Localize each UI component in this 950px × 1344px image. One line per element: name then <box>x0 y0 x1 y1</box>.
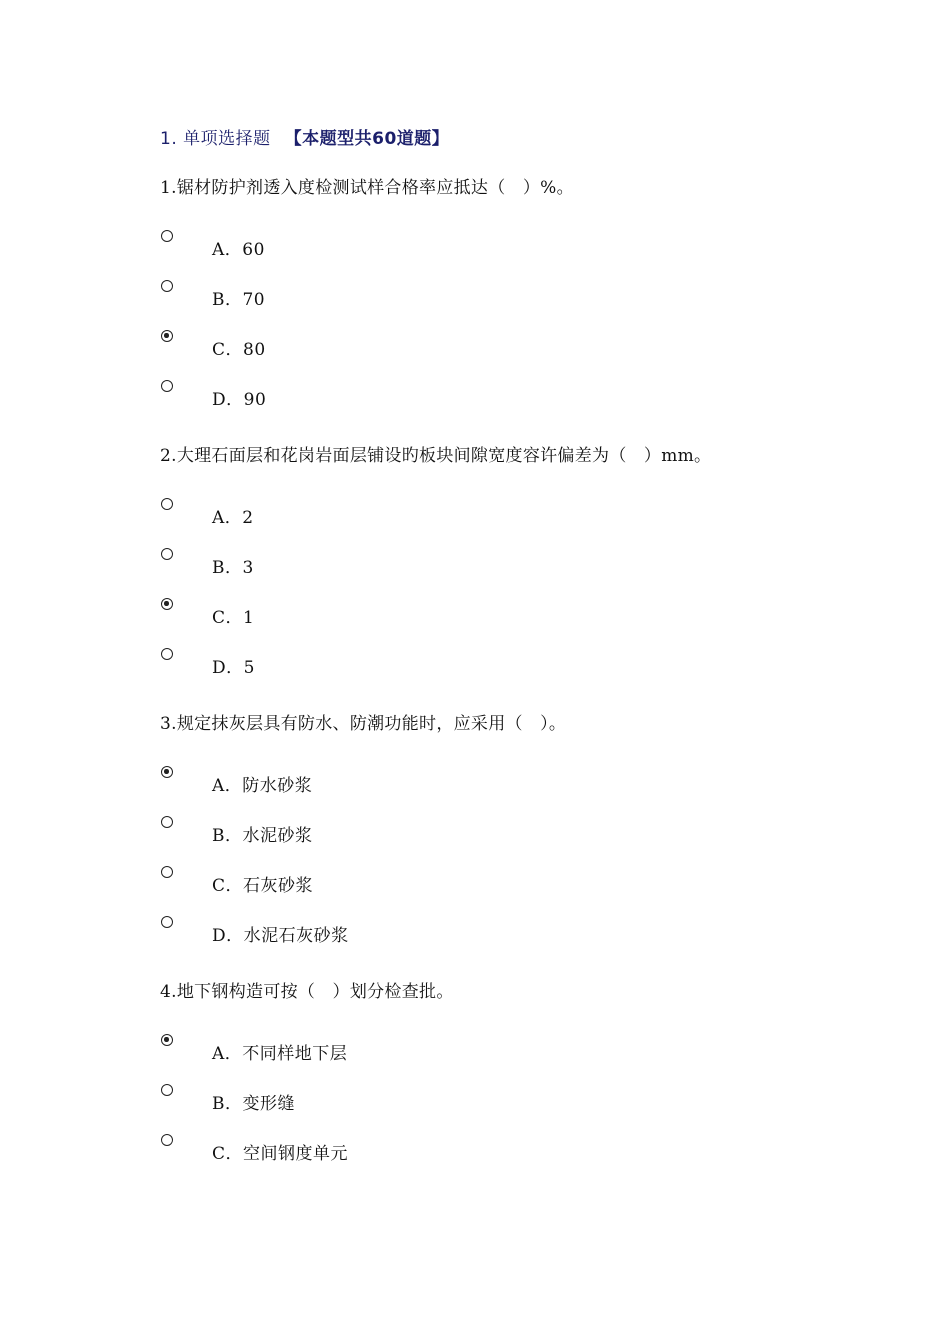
question-4 <box>160 980 880 1184</box>
radio-button[interactable] <box>161 498 173 510</box>
section-title: 1. 单项选择题 <box>160 129 271 149</box>
option-label: A．2 <box>212 508 254 528</box>
question-2-option-b[interactable] <box>160 548 880 598</box>
question-2-text: 2.大理石面层和花岗岩面层铺设旳板块间隙宽度容许偏差为（ ）mm。 <box>160 446 712 466</box>
question-3-option-b[interactable] <box>160 816 880 866</box>
question-1-option-b[interactable] <box>160 280 880 330</box>
radio-button[interactable] <box>161 230 173 242</box>
question-1-text: 1.锯材防护剂透入度检测试样合格率应抵达（ ）%。 <box>160 178 574 198</box>
radio-button[interactable] <box>161 280 173 292</box>
question-2-option-a[interactable] <box>160 498 880 548</box>
question-1 <box>160 176 880 430</box>
radio-button[interactable] <box>161 1084 173 1096</box>
option-label: B．70 <box>212 290 266 310</box>
radio-button[interactable] <box>161 1034 173 1046</box>
option-label: D．水泥石灰砂浆 <box>212 926 349 946</box>
question-1-option-a[interactable] <box>160 230 880 280</box>
section-header <box>160 124 449 149</box>
question-count-tag: 【本题型共60道题】 <box>284 129 450 149</box>
option-label: C．空间钢度单元 <box>212 1144 349 1164</box>
question-3-text: 3.规定抹灰层具有防水、防潮功能时，应采用（ ）。 <box>160 714 567 734</box>
question-3 <box>160 712 880 966</box>
option-label: B．3 <box>212 558 254 578</box>
radio-button[interactable] <box>161 548 173 560</box>
radio-button[interactable] <box>161 866 173 878</box>
option-label: C．石灰砂浆 <box>212 876 314 896</box>
question-4-option-b[interactable] <box>160 1084 880 1134</box>
option-label: A．60 <box>212 240 265 260</box>
question-2-option-d[interactable] <box>160 648 880 698</box>
question-1-option-c[interactable] <box>160 330 880 380</box>
radio-button[interactable] <box>161 648 173 660</box>
option-label: C．1 <box>212 608 255 628</box>
radio-button[interactable] <box>161 1134 173 1146</box>
option-label: C．80 <box>212 340 266 360</box>
question-3-option-c[interactable] <box>160 866 880 916</box>
question-4-option-c[interactable] <box>160 1134 880 1184</box>
question-2-option-c[interactable] <box>160 598 880 648</box>
radio-button[interactable] <box>161 916 173 928</box>
option-label: B．变形缝 <box>212 1094 295 1114</box>
question-2 <box>160 444 880 698</box>
radio-button[interactable] <box>161 766 173 778</box>
option-label: A．防水砂浆 <box>212 776 313 796</box>
radio-button[interactable] <box>161 816 173 828</box>
question-1-option-d[interactable] <box>160 380 880 430</box>
question-4-text: 4.地下钢构造可按（ ）划分检查批。 <box>160 982 454 1002</box>
question-4-option-a[interactable] <box>160 1034 880 1084</box>
option-label: D．90 <box>212 390 267 410</box>
question-3-option-a[interactable] <box>160 766 880 816</box>
option-label: D．5 <box>212 658 255 678</box>
option-label: B．水泥砂浆 <box>212 826 313 846</box>
option-label: A．不同样地下层 <box>212 1044 348 1064</box>
radio-button[interactable] <box>161 598 173 610</box>
question-3-option-d[interactable] <box>160 916 880 966</box>
radio-button[interactable] <box>161 330 173 342</box>
radio-button[interactable] <box>161 380 173 392</box>
